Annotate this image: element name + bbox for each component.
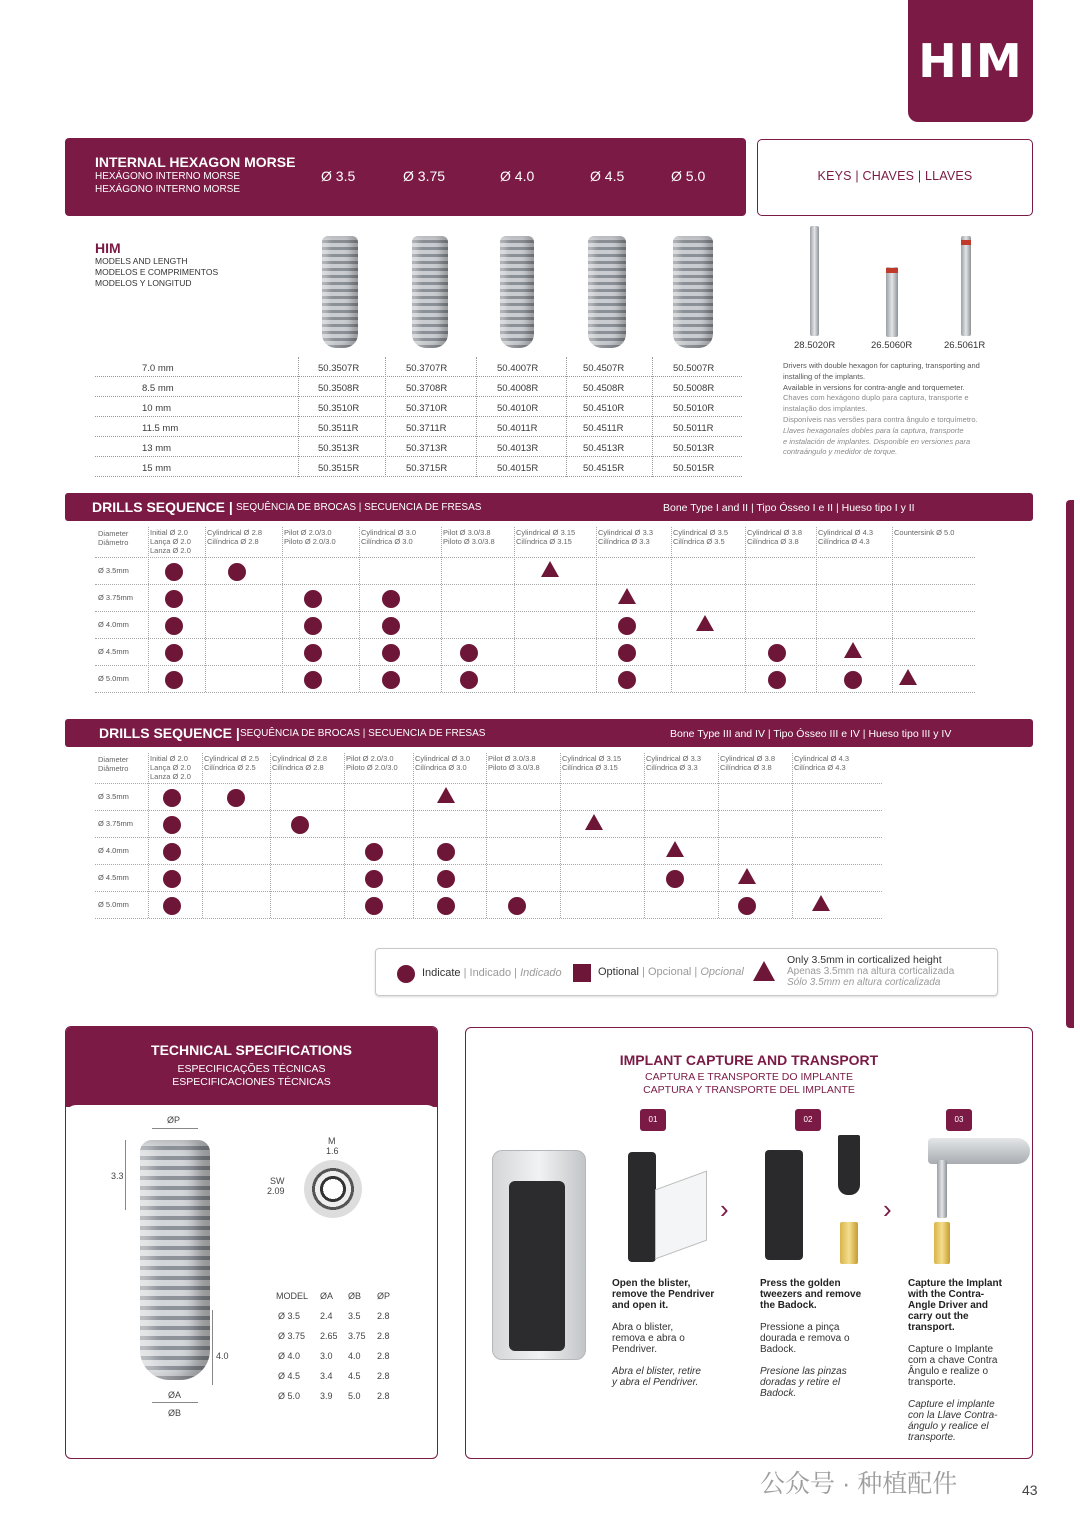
badock-image	[840, 1222, 858, 1264]
spec-cell: Ø 5.0	[278, 1391, 301, 1401]
spec-cell: 3.9	[320, 1391, 333, 1401]
grid-divider	[344, 753, 345, 918]
models-title: HIM	[95, 240, 121, 256]
spec-cell: 4.0	[348, 1351, 361, 1361]
grid-divider	[671, 527, 672, 692]
spec-cell: Ø 4.5	[278, 1371, 301, 1381]
indicated-drill-dot	[227, 789, 245, 807]
spec-cell: 3.0	[320, 1351, 333, 1361]
driver-key-image	[937, 1160, 947, 1218]
desc-line: Llaves hexagonales dobles para la captura, transporte	[783, 425, 964, 435]
indicated-drill-dot	[304, 671, 322, 689]
spec-cell: 3.5	[348, 1311, 361, 1321]
grid-divider	[745, 527, 746, 692]
dim-line	[212, 1310, 213, 1385]
cortical-drill-triangle	[844, 642, 862, 658]
indicated-drill-dot	[165, 563, 183, 581]
legend-only: Only 3.5mm in corticalized height	[787, 954, 942, 966]
grid-divider	[892, 527, 893, 692]
indicated-drill-dot	[437, 897, 455, 915]
grid-divider	[596, 527, 597, 692]
model-code-cell: 50.4513R	[583, 443, 625, 454]
grid-divider	[486, 753, 487, 918]
grid-line	[95, 638, 975, 639]
indicated-drill-dot	[738, 897, 756, 915]
implant-image	[588, 236, 626, 348]
implant-image	[673, 236, 713, 348]
desc-line: instalação dos implantes.	[783, 404, 868, 414]
indicated-drill-dot	[365, 843, 383, 861]
grid-divider	[644, 753, 645, 918]
indicated-drill-dot	[165, 644, 183, 662]
grid-divider	[359, 527, 360, 692]
model-code-cell: 50.3715R	[406, 463, 448, 474]
model-code-cell: 50.3710R	[406, 403, 448, 414]
grid-divider	[441, 527, 442, 692]
step-number: 03	[946, 1109, 972, 1131]
spec-cell: Ø 3.75	[278, 1331, 306, 1341]
spec-cell: 2.8	[377, 1311, 390, 1321]
desc-line: contraángulo y medidor de torque.	[783, 447, 898, 457]
bone-type-label: Bone Type I and II | Tipo Ósseo I e II | Hueso tipo I y II	[663, 502, 915, 514]
indicated-drill-dot	[508, 897, 526, 915]
grid-divider	[413, 753, 414, 918]
length-cell: 7.0 mm	[142, 363, 174, 374]
spec-cell: 2.65	[320, 1331, 338, 1341]
drill-column-header: Cylindrical Ø 4.3 Cilíndrica Ø 4.3	[818, 528, 874, 546]
drill-column-header: Countersink Ø 5.0	[894, 528, 955, 537]
model-code-cell: 50.4013R	[497, 443, 539, 454]
dim-m-value: 1.6	[326, 1146, 339, 1156]
model-code-cell: 50.4515R	[583, 463, 625, 474]
key-color-band	[886, 268, 898, 273]
step-text: Press the golden tweezers and remove the Badock. Pressione a pinça dourada e remova o Badock. Presione las pinzas doradas y retire el Badock.	[760, 1278, 862, 1399]
dim-40: 4.0	[216, 1351, 229, 1361]
tweezers-image	[838, 1135, 860, 1195]
spec-cell: 2.8	[377, 1391, 390, 1401]
model-code-cell: 50.3508R	[318, 383, 360, 394]
spec-header-cell: ØP	[377, 1291, 391, 1301]
dim-oa: ØA	[168, 1390, 182, 1400]
driver-key-image	[886, 267, 898, 337]
table-divider	[298, 357, 299, 477]
grid-line	[95, 557, 975, 558]
implant-image	[412, 236, 448, 348]
diameter-label: Ø 3.75	[403, 168, 446, 184]
drill-column-header: Cylindrical Ø 3.8 Cilíndrica Ø 3.8	[720, 754, 776, 772]
indicated-drill-dot	[666, 870, 684, 888]
drills-subtitle: SEQUÊNCIA DE BROCAS | SECUENCIA DE FRESAS	[240, 728, 486, 739]
step-number: 02	[795, 1109, 821, 1131]
spec-header-cell: MODEL	[276, 1291, 309, 1301]
grid-line	[95, 864, 882, 865]
row-diameter-label: Ø 4.0mm	[98, 845, 129, 855]
spec-cell: 5.0	[348, 1391, 361, 1401]
capture-title-pt: CAPTURA E TRANSPORTE DO IMPLANTE	[645, 1071, 853, 1083]
grid-line	[95, 783, 882, 784]
model-code-cell: 50.4007R	[497, 363, 539, 374]
tech-spec-header	[66, 1027, 437, 1107]
model-code-cell: 50.5007R	[673, 363, 715, 374]
row-diameter-label: Ø 4.0mm	[98, 619, 129, 629]
cortical-drill-triangle	[618, 588, 636, 604]
diameter-header: Diameter Diâmetro	[98, 755, 129, 773]
header-curve	[66, 1105, 437, 1119]
indicated-drill-dot	[365, 897, 383, 915]
drill-column-header: Cylindrical Ø 3.5 Cilíndrica Ø 3.5	[673, 528, 729, 546]
tech-title: TECHNICAL SPECIFICATIONS	[151, 1042, 352, 1058]
indicated-drill-dot	[618, 617, 636, 635]
indicated-drill-dot	[460, 644, 478, 662]
header-title-pt: HEXÁGONO INTERNO MORSE	[95, 171, 241, 182]
indicated-drill-dot	[163, 870, 181, 888]
indicated-drill-dot	[382, 644, 400, 662]
row-diameter-label: Ø 3.75mm	[98, 818, 134, 828]
models-subtitle-es: MODELOS Y LONGITUD	[95, 278, 192, 288]
indicated-drill-dot	[382, 590, 400, 608]
row-diameter-label: Ø 3.5mm	[98, 791, 129, 801]
spec-cell: 3.4	[320, 1371, 333, 1381]
dim-op: ØP	[167, 1115, 181, 1125]
indicated-drill-dot	[460, 671, 478, 689]
grid-divider	[148, 527, 149, 692]
indicated-drill-dot	[768, 671, 786, 689]
indicated-drill-dot	[304, 590, 322, 608]
indicated-drill-dot	[437, 870, 455, 888]
grid-divider	[816, 527, 817, 692]
table-row	[95, 357, 742, 377]
model-code-cell: 50.4008R	[497, 383, 539, 394]
table-divider	[652, 357, 653, 477]
side-accent-bar	[1066, 500, 1074, 1028]
model-code-cell: 50.5010R	[673, 403, 715, 414]
model-code-cell: 50.3511R	[318, 423, 359, 434]
legend-square-icon	[573, 964, 591, 982]
header-bar	[65, 138, 746, 216]
drill-column-header: Initial Ø 2.0 Lança Ø 2.0 Lanza Ø 2.0	[150, 754, 191, 781]
indicated-drill-dot	[382, 617, 400, 635]
model-code-cell: 50.5011R	[673, 423, 714, 434]
row-diameter-label: Ø 3.75mm	[98, 592, 134, 602]
key-code: 26.5060R	[871, 340, 913, 351]
indicated-drill-dot	[163, 897, 181, 915]
desc-line: e instalación de implantes. Disponible en versiones para	[783, 436, 971, 446]
grid-divider	[560, 753, 561, 918]
drill-column-header: Cylindrical Ø 4.3 Cilíndrica Ø 4.3	[794, 754, 850, 772]
spec-header-cell: ØA	[320, 1291, 334, 1301]
row-diameter-label: Ø 3.5mm	[98, 565, 129, 575]
grid-line	[95, 891, 882, 892]
model-code-cell: 50.5013R	[673, 443, 715, 454]
drill-column-header: Cylindrical Ø 3.3 Cilíndrica Ø 3.3	[646, 754, 702, 772]
grid-divider	[148, 753, 149, 918]
cortical-drill-triangle	[666, 841, 684, 857]
drill-column-header: Cylindrical Ø 3.0 Cilíndrica Ø 3.0	[361, 528, 417, 546]
dim-sw-value: 2.09	[267, 1186, 285, 1196]
indicated-drill-dot	[304, 617, 322, 635]
spec-cell: 4.5	[348, 1371, 361, 1381]
grid-line	[95, 665, 975, 666]
grid-divider	[718, 753, 719, 918]
row-diameter-label: Ø 5.0mm	[98, 673, 129, 683]
indicated-drill-dot	[618, 671, 636, 689]
page-number: 43	[1022, 1482, 1038, 1498]
model-code-cell: 50.4507R	[583, 363, 625, 374]
tech-title-es: ESPECIFICACIONES TÉCNICAS	[172, 1076, 331, 1088]
legend-only-pt: Apenas 3.5mm na altura corticalizada	[787, 966, 955, 977]
row-diameter-label: Ø 5.0mm	[98, 899, 129, 909]
implant-image	[322, 236, 358, 348]
diameter-header: Diameter Diâmetro	[98, 529, 129, 547]
drill-column-header: Cylindrical Ø 2.5 Cilíndrica Ø 2.5	[204, 754, 260, 772]
grid-divider	[202, 753, 203, 918]
desc-line: Available in versions for contra-angle and torquemeter.	[783, 382, 965, 392]
model-code-cell: 50.3510R	[318, 403, 360, 414]
drills-subtitle: SEQUÊNCIA DE BROCAS | SECUENCIA DE FRESAS	[236, 502, 482, 513]
length-cell: 11.5 mm	[142, 423, 179, 434]
grid-line	[95, 584, 975, 585]
legend-optional: Optional | Opcional | Opcional	[598, 966, 744, 978]
hexagon-top-view	[304, 1160, 362, 1218]
driver-key-image	[961, 236, 971, 336]
pendriver-image	[628, 1152, 656, 1262]
spec-cell: 2.8	[377, 1371, 390, 1381]
legend-indicate: Indicate | Indicado | Indicado	[422, 967, 562, 979]
indicated-drill-dot	[163, 843, 181, 861]
indicated-drill-dot	[228, 563, 246, 581]
row-diameter-label: Ø 4.5mm	[98, 872, 129, 882]
model-code-cell: 50.4510R	[583, 403, 625, 414]
grid-line	[95, 837, 882, 838]
grid-line	[95, 918, 882, 919]
drill-column-header: Cylindrical Ø 3.0 Cilíndrica Ø 3.0	[415, 754, 471, 772]
indicated-drill-dot	[365, 870, 383, 888]
spec-cell: 3.75	[348, 1331, 366, 1341]
key-code: 28.5020R	[794, 340, 836, 351]
spec-cell: Ø 3.5	[278, 1311, 301, 1321]
indicated-drill-dot	[304, 644, 322, 662]
tech-title-pt: ESPECIFICAÇÕES TÉCNICAS	[177, 1063, 326, 1075]
model-code-cell: 50.3713R	[406, 443, 448, 454]
drill-column-header: Cylindrical Ø 3.3 Cilíndrica Ø 3.3	[598, 528, 654, 546]
grid-line	[95, 611, 975, 612]
drill-column-header: Pilot Ø 2.0/3.0 Piloto Ø 2.0/3.0	[284, 528, 336, 546]
legend-dot-icon	[397, 965, 415, 983]
header-title-es: HEXÁGONO INTERNO MORSE	[95, 184, 241, 195]
dim-ob: ØB	[168, 1408, 182, 1418]
legend-box	[375, 948, 998, 996]
tab-label: HIM	[918, 34, 1023, 88]
drill-column-header: Cylindrical Ø 3.15 Cilíndrica Ø 3.15	[516, 528, 576, 546]
legend-triangle-icon	[753, 961, 775, 981]
diameter-label: Ø 5.0	[671, 168, 706, 184]
model-code-cell: 50.4010R	[497, 403, 539, 414]
grid-line	[95, 692, 975, 693]
legend-only-es: Sólo 3.5mm en altura corticalizada	[787, 977, 941, 988]
header-title: INTERNAL HEXAGON MORSE	[95, 154, 296, 170]
drills-title: DRILLS SEQUENCE |	[92, 499, 233, 515]
drills-header-bar	[65, 719, 1033, 747]
drill-column-header: Cylindrical Ø 3.15 Cilíndrica Ø 3.15	[562, 754, 622, 772]
length-cell: 13 mm	[142, 443, 172, 454]
indicated-drill-dot	[163, 816, 181, 834]
step-text: Capture the Implant with the Contra- Angle Driver and carry out the transport. Capture o Implante com a chave Contra Ângulo e realize o transporte. Capture el implante con la Llave Contra- ángulo y realice el transporte.	[908, 1278, 1002, 1443]
model-code-cell: 50.4011R	[497, 423, 538, 434]
cortical-drill-triangle	[437, 787, 455, 803]
implant-spec-image	[140, 1140, 210, 1380]
drill-column-header: Pilot Ø 3.0/3.8 Piloto Ø 3.0/3.8	[488, 754, 540, 772]
chevron-right-icon: ›	[883, 1194, 892, 1224]
length-cell: 15 mm	[142, 463, 172, 474]
keys-header-box	[757, 139, 1033, 216]
step-number: 01	[640, 1109, 666, 1131]
implant-carrier-image	[934, 1222, 950, 1264]
grid-divider	[205, 527, 206, 692]
model-code-cell: 50.3708R	[406, 383, 448, 394]
cortical-drill-triangle	[899, 669, 917, 685]
spec-header-cell: ØB	[348, 1291, 362, 1301]
model-code-cell: 50.4511R	[583, 423, 624, 434]
chevron-right-icon: ›	[720, 1194, 729, 1224]
table-divider	[566, 357, 567, 477]
cortical-drill-triangle	[585, 814, 603, 830]
desc-line: Disponíveis nas versões para contra ângulo e torquímetro.	[783, 414, 978, 424]
table-divider	[476, 357, 477, 477]
dim-sw: SW	[270, 1176, 285, 1186]
capture-title-es: CAPTURA Y TRANSPORTE DEL IMPLANTE	[643, 1084, 855, 1096]
table-row	[95, 377, 742, 397]
desc-line: installing of the implants.	[783, 371, 866, 381]
indicated-drill-dot	[618, 644, 636, 662]
length-cell: 8.5 mm	[142, 383, 174, 394]
models-subtitle-pt: MODELOS E COMPRIMENTOS	[95, 267, 219, 277]
dim-m: M	[328, 1136, 336, 1146]
grid-divider	[270, 753, 271, 918]
indicated-drill-dot	[163, 789, 181, 807]
spec-cell: 2.8	[377, 1331, 390, 1341]
model-code-cell: 50.5015R	[673, 463, 715, 474]
indicated-drill-dot	[382, 671, 400, 689]
pendriver-image	[765, 1150, 803, 1260]
driver-key-image	[810, 226, 819, 336]
spec-cell: Ø 4.0	[278, 1351, 301, 1361]
keys-description	[783, 361, 1018, 458]
drills-title: DRILLS SEQUENCE |	[99, 725, 240, 741]
watermark: 公众号 · 种植配件	[760, 1470, 958, 1498]
row-diameter-label: Ø 4.5mm	[98, 646, 129, 656]
length-cell: 10 mm	[142, 403, 172, 414]
indicated-drill-dot	[768, 644, 786, 662]
desc-line: Drivers with double hexagon for capturing, transporting and	[783, 361, 980, 370]
drill-column-header: Initial Ø 2.0 Lança Ø 2.0 Lanza Ø 2.0	[150, 528, 191, 555]
drill-column-header: Pilot Ø 3.0/3.8 Piloto Ø 3.0/3.8	[443, 528, 495, 546]
indicated-drill-dot	[291, 816, 309, 834]
drills-header-bar	[65, 493, 1033, 521]
indicated-drill-dot	[165, 671, 183, 689]
grid-divider	[792, 753, 793, 918]
grid-line	[95, 810, 882, 811]
key-code: 26.5061R	[944, 340, 986, 351]
table-row	[95, 457, 742, 477]
table-row	[95, 397, 742, 417]
table-row	[95, 417, 742, 437]
grid-divider	[282, 527, 283, 692]
desc-line: Chaves com hexágono duplo para captura, transporte e	[783, 393, 969, 403]
grid-divider	[514, 527, 515, 692]
dim-line	[125, 1140, 126, 1210]
table-row	[95, 437, 742, 457]
indicated-drill-dot	[165, 590, 183, 608]
cortical-drill-triangle	[738, 868, 756, 884]
model-code-cell: 50.3711R	[406, 423, 447, 434]
blister-image	[492, 1150, 586, 1360]
indicated-drill-dot	[844, 671, 862, 689]
models-subtitle-en: MODELS AND LENGTH	[95, 256, 188, 266]
model-code-cell: 50.5008R	[673, 383, 715, 394]
keys-title: KEYS | CHAVES | LLAVES	[817, 169, 973, 183]
key-color-band	[961, 240, 971, 245]
bone-type-label: Bone Type III and IV | Tipo Ósseo III e IV | Hueso tipo III y IV	[670, 728, 952, 740]
indicated-drill-dot	[437, 843, 455, 861]
dim-line	[152, 1128, 198, 1129]
dim-33: 3.3	[111, 1171, 124, 1181]
cortical-drill-triangle	[541, 561, 559, 577]
spec-cell: 2.8	[377, 1351, 390, 1361]
model-code-cell: 50.3507R	[318, 363, 360, 374]
diameter-label: Ø 3.5	[321, 168, 356, 184]
model-code-cell: 50.4508R	[583, 383, 625, 394]
model-code-cell: 50.3513R	[318, 443, 360, 454]
diameter-label: Ø 4.5	[590, 168, 625, 184]
model-code-cell: 50.4015R	[497, 463, 539, 474]
cortical-drill-triangle	[696, 615, 714, 631]
capture-title: IMPLANT CAPTURE AND TRANSPORT	[619, 1052, 879, 1068]
model-code-cell: 50.3515R	[318, 463, 360, 474]
dim-line	[152, 1402, 198, 1403]
spec-cell: 2.4	[320, 1311, 333, 1321]
table-divider	[385, 357, 386, 477]
drill-column-header: Cylindrical Ø 2.8 Cilíndrica Ø 2.8	[272, 754, 328, 772]
model-code-cell: 50.3707R	[406, 363, 448, 374]
diameter-label: Ø 4.0	[500, 168, 535, 184]
indicated-drill-dot	[165, 617, 183, 635]
drill-column-header: Cylindrical Ø 3.8 Cilíndrica Ø 3.8	[747, 528, 803, 546]
implant-image	[500, 236, 534, 348]
cortical-drill-triangle	[812, 895, 830, 911]
section-tab	[908, 0, 1033, 122]
drill-column-header: Cylindrical Ø 2.8 Cilíndrica Ø 2.8	[207, 528, 263, 546]
step-text: Open the blister, remove the Pendriver and open it. Abra o blister, remova e abra o Pendriver. Abra el blister, retire y abra el Pendriver.	[612, 1278, 715, 1388]
drill-column-header: Pilot Ø 2.0/3.0 Piloto Ø 2.0/3.0	[346, 754, 398, 772]
